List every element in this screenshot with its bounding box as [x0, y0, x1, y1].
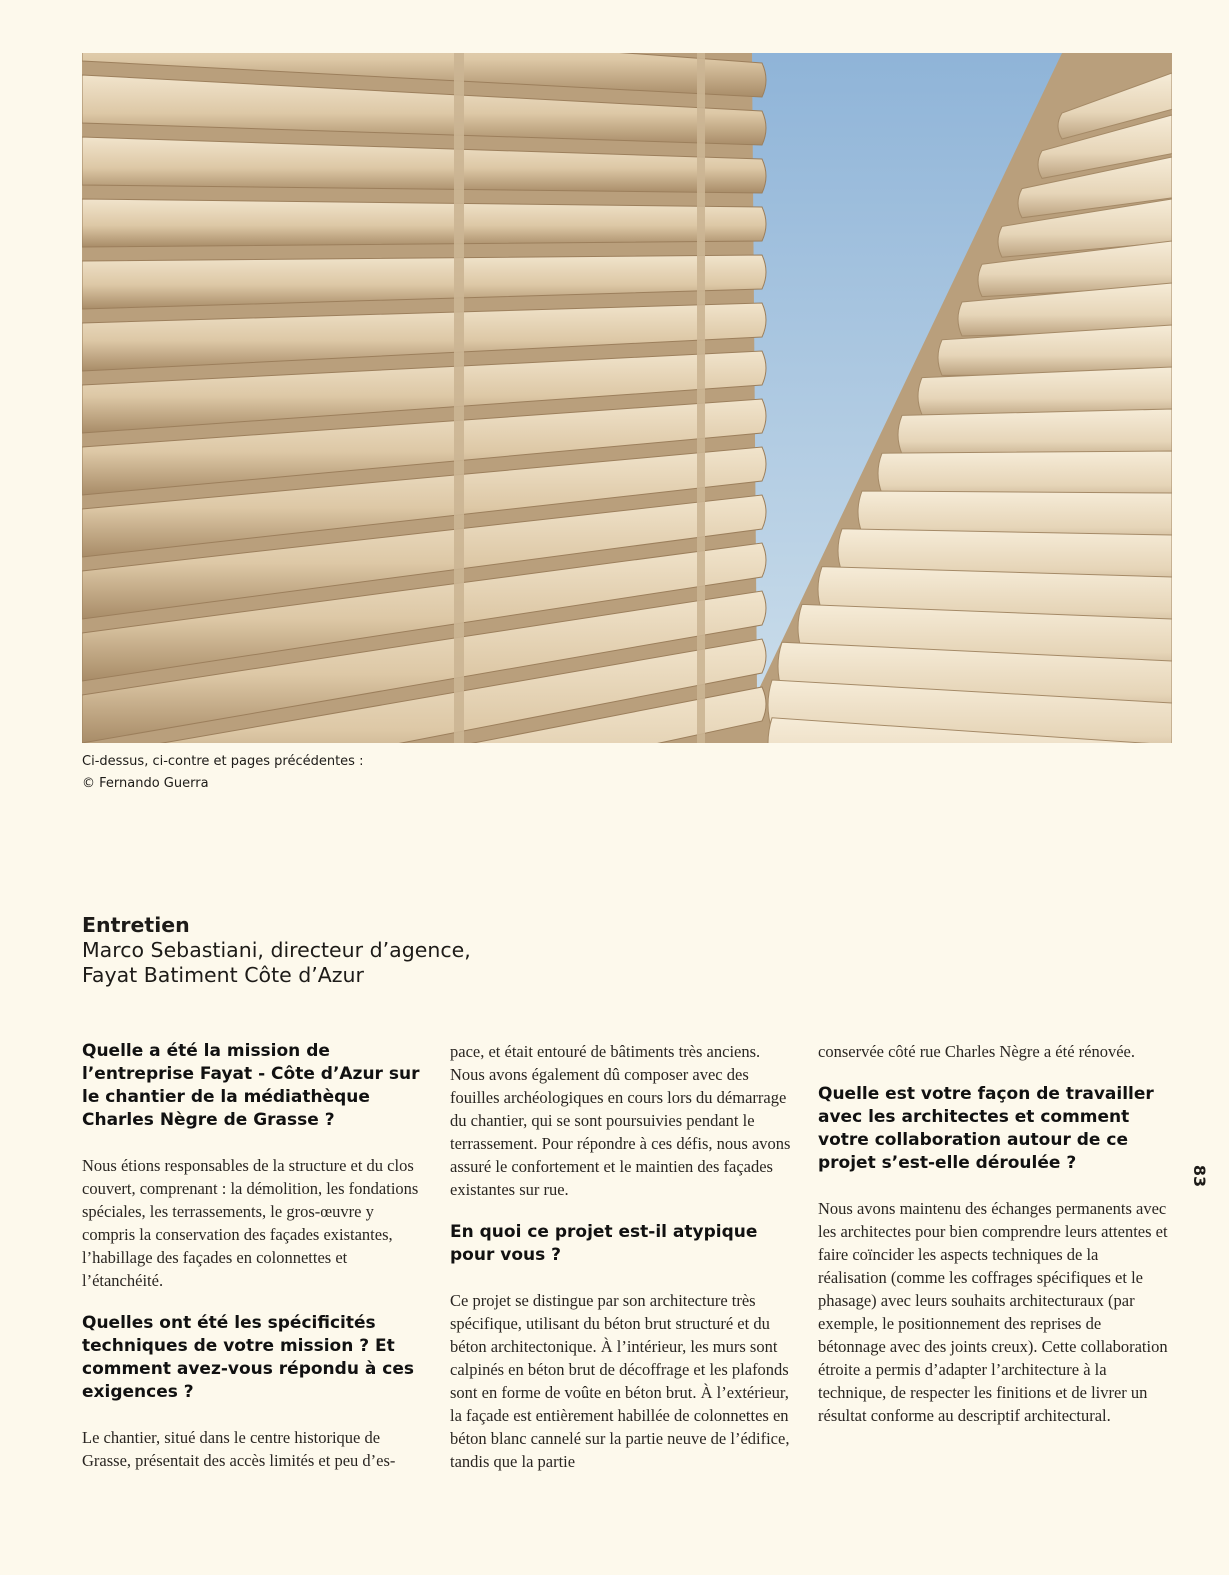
architecture-photo	[82, 53, 1172, 743]
answer-2-continued: pace, et était entouré de bâtiments très anciens. Nous avons également dû composer avec des fouilles archéologiques en cours lors du démarrage du chantier, qui se sont poursuivies pendant le terrassement. Pour répondre à ces défis, nous avons assuré le confortement et le maintien des façades existantes sur rue.	[450, 1042, 791, 1199]
photo-caption	[82, 751, 502, 795]
text-column-2	[450, 1040, 795, 1493]
question-4: Quelle est votre façon de travailler avec les architectes et comment votre collaboration autour de ce projet s’est-elle déroulée ?	[818, 1084, 1154, 1173]
caption-line-2: © Fernando Guerra	[82, 776, 209, 791]
facade-columns-image	[82, 53, 1172, 743]
interviewee-line-1: Marco Sebastiani, directeur d’agence,	[82, 938, 471, 962]
page-number: 83	[1190, 1164, 1209, 1188]
interview-kicker: Entretien	[82, 913, 190, 937]
question-2: Quelles ont été les spécificités techniques de votre mission ? Et comment avez-vous répondu à ces exigences ?	[82, 1313, 414, 1402]
text-column-3	[818, 1040, 1170, 1447]
facade-column-left	[82, 199, 766, 247]
interviewee-line-2: Fayat Batiment Côte d’Azur	[82, 963, 364, 987]
question-3: En quoi ce projet est-il atypique pour vous ?	[450, 1222, 758, 1265]
answer-4: Nous avons maintenu des échanges permanents avec les architectes pour bien comprendre leurs attentes et faire coïncider les aspects techniques de la réalisation (comme les coffrages spécifiques et le phasage) avec leurs souhaits architecturaux (par exemple, le positionnement des reprises de bétonnage avec des joints creux). Cette collaboration étroite a permis d’adapter l’architecture à la technique, de respecter les finitions et de livrer un résultat conforme au descriptif architectural.	[818, 1199, 1168, 1425]
text-column-1	[82, 1040, 422, 1492]
answer-1: Nous étions responsables de la structure et du clos couvert, comprenant : la démolition, les fondations spéciales, les terrassements, le gros-œuvre y compris la conservation des façades existantes, l’habillage des façades en colonnettes et l’étanchéité.	[82, 1156, 419, 1290]
answer-3-continued: conservée côté rue Charles Nègre a été rénovée.	[818, 1042, 1135, 1061]
answer-3: Ce projet se distingue par son architecture très spécifique, utilisant du béton brut structuré et du béton architectonique. À l’intérieur, les murs sont calpinés en béton brut de décoffrage et les plafonds sont en forme de voûte en béton brut. À l’extérieur, la façade est entièrement habillée de colonnettes en béton blanc cannelé sur la partie neuve de l’édifice, tandis que la partie	[450, 1291, 790, 1471]
answer-2: Le chantier, situé dans le centre historique de Grasse, présentait des accès limités et peu d’es-	[82, 1428, 396, 1470]
interview-heading	[82, 913, 782, 988]
question-1: Quelle a été la mission de l’entreprise Fayat - Côte d’Azur sur le chantier de la médiathèque Charles Nègre de Grasse ?	[82, 1041, 420, 1130]
caption-line-1: Ci-dessus, ci-contre et pages précédentes :	[82, 754, 364, 769]
